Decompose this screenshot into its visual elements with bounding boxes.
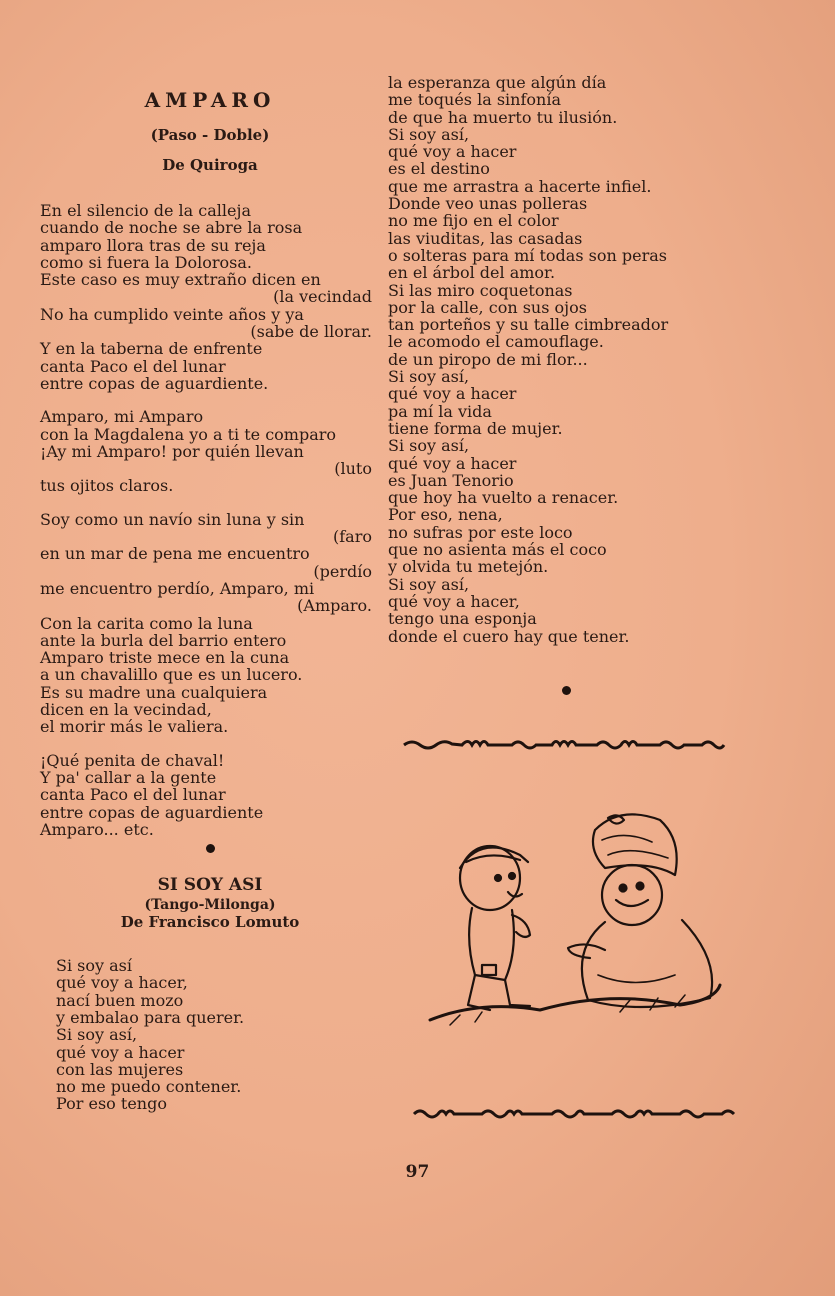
lyric-line: no me fijo en el color (388, 211, 559, 231)
song-author-amparo: De Quiroga (162, 156, 258, 174)
wavy-ornament-top (402, 736, 727, 752)
lyric-line: la esperanza que algún día (388, 73, 607, 92)
amparo-stanza-3 (40, 511, 380, 736)
lyric-line: y embalao para querer. (56, 1007, 245, 1027)
lyric-line: no me puedo contener. (56, 1077, 242, 1097)
lyric-line: ¡Qué penita de chaval! (40, 750, 225, 770)
lyric-line: con la Magdalena yo a ti te comparo (40, 424, 337, 444)
lyric-line: tengo una esponja (388, 609, 537, 629)
lyric-line: entre copas de aguardiente. (40, 373, 269, 393)
lyric-line: Si soy así, (388, 574, 470, 594)
lyric-line: Si soy así (56, 956, 132, 976)
lyric-line: No ha cumplido veinte años y ya (40, 304, 304, 324)
lyric-line: Si soy así, (388, 436, 470, 456)
amparo-stanza-2 (40, 408, 380, 494)
lyric-line: que me arrastra a hacerte infiel. (388, 176, 652, 196)
lyric-line: con las mujeres (56, 1059, 184, 1079)
song-genre-si-soy-asi: (Tango-Milonga) (144, 897, 276, 914)
lyric-line: qué voy a hacer (388, 453, 517, 473)
lyric-line: como si fuera la Dolorosa. (40, 252, 252, 272)
lyric-line: el morir más le valiera. (40, 717, 229, 737)
lyric-line: Si soy así, (388, 124, 470, 144)
lyric-line: Y pa' callar a la gente (40, 767, 217, 787)
lyric-line-continuation: (la vecindad (273, 287, 372, 307)
lyric-line: es el destino (388, 159, 490, 179)
lyric-line: de un piropo de mi flor... (388, 349, 588, 369)
lyric-line: Con la carita como la luna (40, 613, 253, 633)
section-divider-dot (562, 686, 571, 695)
lyric-line: qué voy a hacer (388, 384, 517, 404)
lyric-line: tiene forma de mujer. (388, 418, 563, 438)
lyric-line: ¡Ay mi Amparo! por quién llevan (40, 441, 304, 461)
lyric-line: Soy como un navío sin luna y sin (40, 509, 305, 529)
lyric-line: por la calle, con sus ojos (388, 297, 587, 317)
lyric-line: En el silencio de la calleja (40, 201, 251, 220)
wavy-ornament-bottom (412, 1106, 737, 1122)
lyric-line: en el árbol del amor. (388, 263, 556, 283)
lyric-line: de que ha muerto tu ilusión. (388, 107, 618, 127)
lyric-line: amparo llora tras de su reja (40, 235, 266, 255)
lyric-line: dicen en la vecindad, (40, 700, 212, 720)
si-soy-asi-left-stanza (40, 957, 380, 1113)
lyric-line: Si las miro coquetonas (388, 280, 573, 300)
lyric-line: me toqués la sinfonía (388, 90, 561, 110)
lyric-line: canta Paco el del lunar (40, 356, 226, 376)
lyric-line: Amparo, mi Amparo (40, 407, 204, 427)
amparo-stanza-1 (40, 202, 380, 392)
lyric-line: ante la burla del barrio entero (40, 630, 287, 650)
lyric-line: qué voy a hacer (388, 142, 517, 162)
lyric-line: es Juan Tenorio (388, 470, 514, 490)
section-divider-dot (206, 844, 215, 853)
lyric-line: le acomodo el camouflage. (388, 332, 604, 352)
lyric-line: nací buen mozo (56, 990, 184, 1010)
lyric-line: en un mar de pena me encuentro (40, 544, 310, 564)
song-title-amparo: AMPARO (144, 88, 276, 112)
lyric-line-continuation: (faro (333, 527, 372, 547)
lyric-line: donde el cuero hay que tener. (388, 626, 630, 646)
lyric-line: a un chavalillo que es un lucero. (40, 665, 303, 685)
lyric-line: qué voy a hacer (56, 1042, 185, 1062)
lyric-line: Y en la taberna de enfrente (40, 339, 263, 359)
lyric-line: Amparo... etc. (40, 819, 154, 839)
song-genre-amparo: (Paso - Doble) (150, 126, 270, 144)
lyric-line: Por eso, nena, (388, 505, 503, 525)
lyric-line: Donde veo unas polleras (388, 194, 588, 214)
lyric-line: Si soy así, (388, 367, 470, 387)
lyric-line: las viuditas, las casadas (388, 228, 583, 248)
lyric-line: me encuentro perdío, Amparo, mi (40, 578, 315, 598)
lyric-line: y olvida tu metejón. (388, 557, 549, 577)
lyric-line: Es su madre una cualquiera (40, 682, 268, 702)
amparo-stanza-4 (40, 752, 380, 838)
left-column (40, 80, 380, 1113)
lyric-line: que hoy ha vuelto a renacer. (388, 488, 619, 508)
page-number: 97 (405, 1162, 430, 1182)
lyric-line: Este caso es muy extraño dicen en (40, 270, 321, 290)
right-column (388, 74, 733, 645)
lyric-line: tan porteños y su talle cimbreador (388, 315, 669, 335)
lyric-line: cuando de noche se abre la rosa (40, 218, 303, 238)
lyric-line: canta Paco el del lunar (40, 785, 226, 805)
lyric-line: Amparo triste mece en la cuna (40, 648, 290, 668)
lyric-line-continuation: (sabe de llorar. (250, 322, 372, 342)
lyric-line: qué voy a hacer, (388, 591, 520, 611)
lyric-line: Por eso tengo (56, 1094, 167, 1114)
lyric-line: Si soy así, (56, 1025, 138, 1045)
lyric-line: no sufras por este loco (388, 522, 573, 542)
cartoon-illustration (420, 800, 730, 1040)
song-title-si-soy-asi: SI SOY ASI (157, 875, 263, 896)
si-soy-asi-right-stanza (388, 74, 733, 645)
lyric-line: tus ojitos claros. (40, 476, 174, 496)
lyric-line: qué voy a hacer, (56, 973, 188, 993)
lyric-line: o solteras para mí todas son peras (388, 245, 667, 265)
song-author-si-soy-asi: De Francisco Lomuto (120, 913, 300, 932)
lyric-line-continuation: (Amparo. (297, 596, 372, 616)
lyric-line: pa mí la vida (388, 401, 492, 421)
lyric-line: entre copas de aguardiente (40, 802, 264, 822)
lyric-line-continuation: (luto (334, 459, 372, 479)
lyric-line-continuation: (perdío (313, 561, 372, 581)
lyric-line: que no asienta más el coco (388, 540, 607, 560)
